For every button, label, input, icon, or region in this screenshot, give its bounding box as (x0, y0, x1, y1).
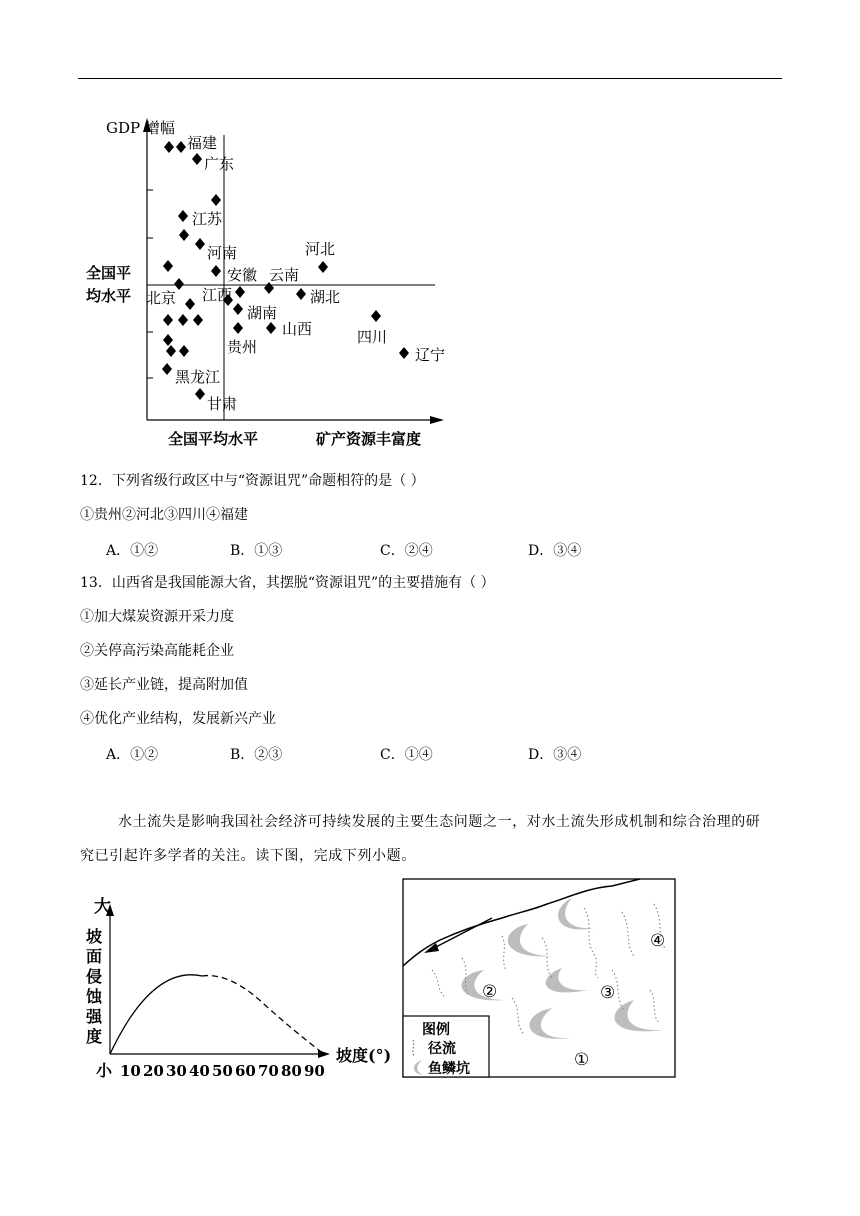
svg-text:30: 30 (166, 1062, 187, 1080)
q13-option-a[interactable]: A．①② (106, 747, 159, 763)
q13-item-3: ③延长产业链，提高附加值 (80, 677, 248, 693)
svg-text:强: 强 (86, 1007, 103, 1026)
runoff-pit-map (402, 878, 678, 1080)
label-hubei: 湖北 (310, 288, 341, 306)
label-yunnan: 云南 (269, 266, 300, 284)
x-small-label: 小 (96, 1061, 113, 1080)
label-heilongjiang: 黑龙江 (175, 368, 221, 386)
label-hunan: 湖南 (247, 304, 278, 322)
q13-option-c[interactable]: C．①④ (380, 747, 433, 763)
y-axis-label: GDP 增幅 (106, 119, 175, 137)
svg-text:80: 80 (281, 1062, 302, 1080)
q12-option-c[interactable]: C．②④ (380, 543, 433, 559)
label-liaoning: 辽宁 (415, 346, 446, 364)
q12-stem: 12．下列省级行政区中与“资源诅咒”命题相符的是（ ） (80, 473, 425, 489)
passage-line-1: 水土流失是影响我国社会经济可持续发展的主要生态问题之一，对水土流失形成机制和综合治理的研 (118, 814, 761, 830)
label-guangdong: 广东 (204, 155, 235, 173)
svg-text:20: 20 (143, 1062, 164, 1080)
svg-text:40: 40 (189, 1062, 210, 1080)
label-shanxi: 山西 (282, 320, 313, 338)
marker-2: ② (482, 982, 498, 1002)
q13-option-d[interactable]: D．③④ (528, 747, 582, 763)
label-jiangsu: 江苏 (192, 210, 223, 228)
y-avg-label-1: 全国平 (86, 264, 132, 282)
label-gansu: 甘肃 (207, 395, 238, 413)
label-sichuan: 四川 (357, 328, 388, 346)
legend-title: 图例 (422, 1022, 450, 1038)
label-fujian: 福建 (187, 134, 218, 152)
svg-text:50: 50 (212, 1062, 233, 1080)
svg-text:60: 60 (235, 1062, 256, 1080)
svg-text:坡: 坡 (86, 927, 103, 946)
q13-stem: 13．山西省是我国能源大省，其摆脱“资源诅咒”的主要措施有（ ） (80, 575, 495, 591)
slope-erosion-chart (80, 890, 410, 1085)
q13-option-b[interactable]: B．②③ (230, 747, 283, 763)
label-jiangxi: 江西 (202, 286, 233, 304)
q12-option-d[interactable]: D．③④ (528, 543, 582, 559)
header-rule (78, 78, 782, 79)
svg-text:70: 70 (258, 1062, 279, 1080)
label-beijing: 北京 (146, 289, 177, 307)
x-axis-label: 矿产资源丰富度 (316, 430, 422, 448)
marker-3: ③ (600, 983, 616, 1003)
x-avg-label: 全国平均水平 (168, 430, 259, 448)
q12-option-a[interactable]: A．①② (106, 543, 159, 559)
x-axis-label: 坡度(°) (336, 1046, 392, 1065)
y-avg-label-2: 均水平 (86, 287, 132, 305)
legend-pit: 鱼鳞坑 (428, 1061, 470, 1077)
x-axis-arrow (430, 416, 444, 424)
svg-text:90: 90 (304, 1062, 325, 1080)
label-hebei: 河北 (305, 240, 336, 258)
legend-runoff: 径流 (428, 1041, 456, 1057)
q12-items: ①贵州②河北③四川④福建 (80, 507, 248, 523)
label-anhui: 安徽 (227, 266, 258, 284)
q13-item-2: ②关停高污染高能耗企业 (80, 643, 234, 659)
svg-text:面: 面 (86, 947, 103, 966)
marker-1: ① (574, 1050, 590, 1070)
label-guizhou: 贵州 (227, 338, 258, 356)
passage-line-2: 究已引起许多学者的关注。读下图，完成下列小题。 (80, 848, 416, 864)
svg-text:蚀: 蚀 (86, 987, 103, 1006)
q12-option-b[interactable]: B．①③ (230, 543, 283, 559)
svg-text:度: 度 (86, 1027, 103, 1046)
y-top-label: 大 (94, 897, 111, 917)
erosion-curve-dashed (202, 976, 324, 1054)
gdp-resource-scatter (80, 110, 460, 455)
marker-4: ④ (650, 931, 666, 951)
erosion-curve-solid (110, 975, 202, 1054)
label-henan: 河南 (207, 244, 238, 262)
y-axis-label (85, 927, 103, 1046)
q13-item-1: ①加大煤炭资源开采力度 (80, 609, 234, 625)
x-tick-labels (120, 1062, 325, 1080)
svg-text:10: 10 (120, 1062, 141, 1080)
svg-text:侵: 侵 (86, 967, 103, 986)
q13-item-4: ④优化产业结构，发展新兴产业 (80, 711, 276, 727)
y-ticks (147, 190, 153, 378)
